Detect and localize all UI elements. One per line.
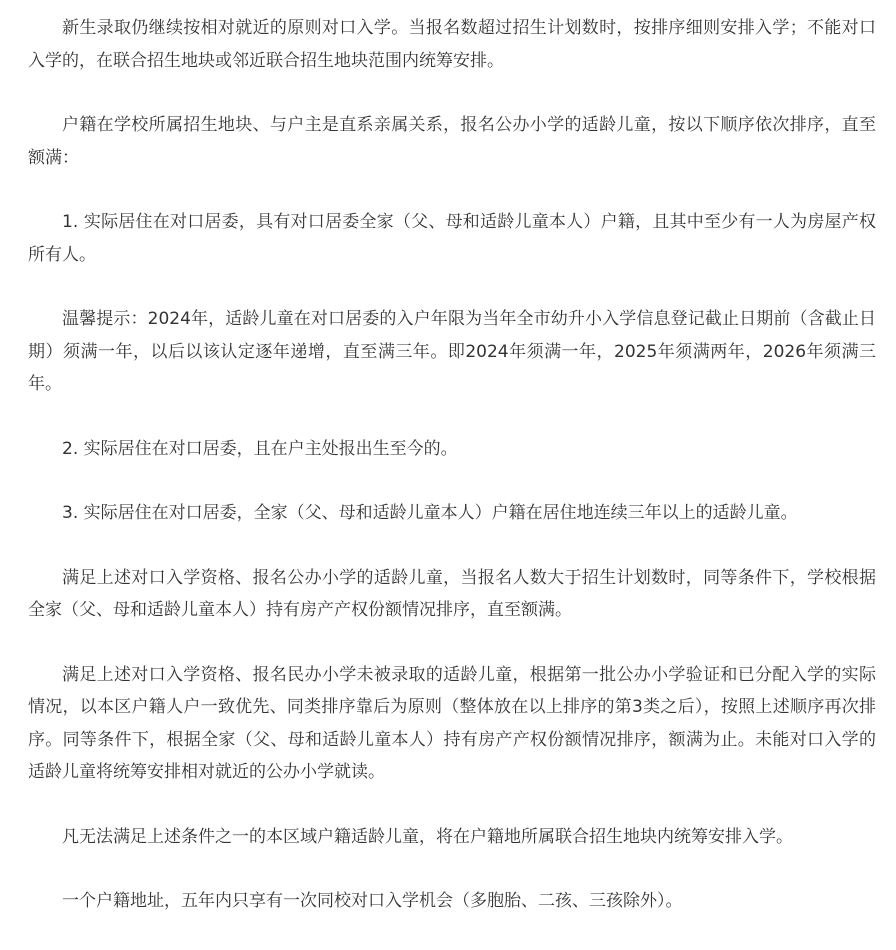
paragraph-ranking-intro: 户籍在学校所属招生地块、与户主是直系亲属关系，报名公办小学的适龄儿童，按以下顺序依次排序，直至额满： bbox=[28, 115, 876, 168]
paragraph-reminder: 温馨提示：2024年，适龄儿童在对口居委的入户年限为当年全市幼升小入学信息登记截止日期前（含截止日期）须满一年，以后以该认定逐年递增，直至满三年。即2024年须满一年，2025年须满两年，2026年须满三年。 bbox=[28, 309, 876, 394]
paragraph-rank-1: 1. 实际居住在对口居委，具有对口居委全家（父、母和适龄儿童本人）户籍，且其中至少有一人为房屋产权所有人。 bbox=[28, 212, 876, 265]
paragraph-admission-principle: 新生录取仍继续按相对就近的原则对口入学。当报名数超过招生计划数时，按排序细则安排入学；不能对口入学的，在联合招生地块或邻近联合招生地块范围内统筹安排。 bbox=[28, 18, 876, 71]
article-body bbox=[28, 12, 876, 950]
paragraph-rank-3: 3. 实际居住在对口居委，全家（父、母和适龄儿童本人）户籍在居住地连续三年以上的适龄儿童。 bbox=[62, 503, 798, 523]
paragraph-property-share-rule: 满足上述对口入学资格、报名公办小学的适龄儿童，当报名人数大于招生计划数时，同等条件下，学校根据全家（父、母和适龄儿童本人）持有房产产权份额情况排序，直至额满。 bbox=[28, 567, 876, 620]
paragraph-five-year-rule: 一个户籍地址，五年内只享有一次同校对口入学机会（多胞胎、二孩、三孩除外）。 bbox=[62, 891, 683, 911]
paragraph-rank-2: 2. 实际居住在对口居委，且在户主处报出生至今的。 bbox=[62, 438, 458, 459]
paragraph-unmatched-rule: 凡无法满足上述条件之一的本区域户籍适龄儿童，将在户籍地所属联合招生地块内统筹安排入学。 bbox=[62, 826, 793, 847]
paragraph-private-school-rule: 满足上述对口入学资格、报名民办小学未被录取的适龄儿童，根据第一批公办小学验证和已分配入学的实际情况，以本区户籍人户一致优先、同类排序靠后为原则（整体放在以上排序的第3类之后），按照上述顺序再次排序。同等条件下，根据全家（父、母和适龄儿童本人）持有房产产权份额情况排序，额满为止。未能对口入学的适龄儿童将统筹安排相对就近的公办小学就读。 bbox=[28, 664, 876, 782]
